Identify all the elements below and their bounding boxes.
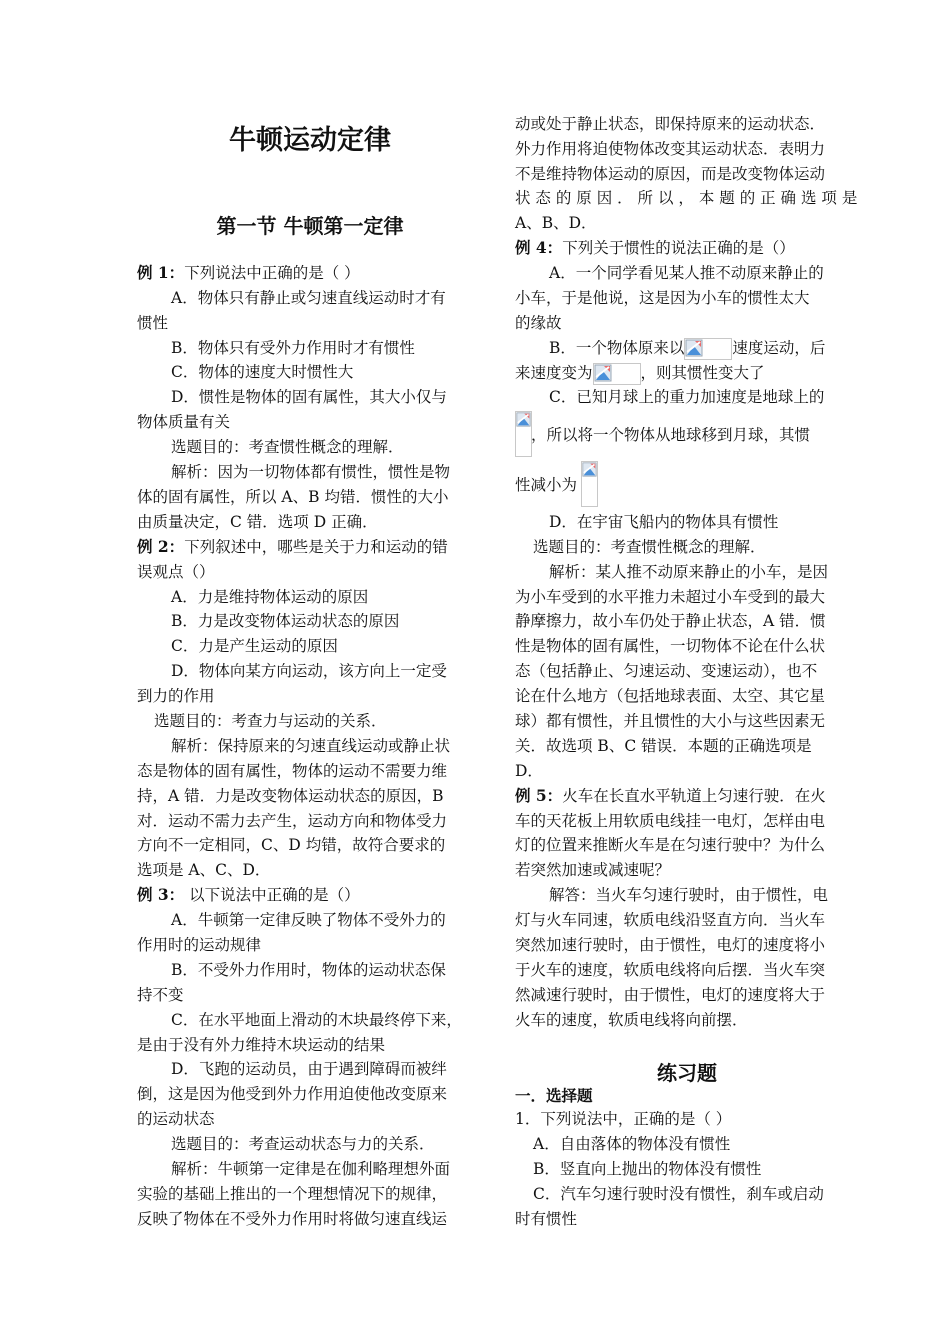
example-3-analysis-line: 外力作用将迫使物体改变其运动状态．表明力: [515, 140, 826, 158]
practice-option-c-cont: 时有惯性: [515, 1210, 578, 1228]
example-5-question-cont: 灯的位置来推断火车是在匀速行驶中？为什么: [515, 836, 826, 854]
broken-image-icon: [593, 363, 641, 385]
example-5-answer-line: 然减速行驶时，由于惯性，电灯的速度将大于: [515, 986, 826, 1004]
example-2-option-b: B．力是改变物体运动状态的原因: [171, 612, 400, 630]
practice-option-c: C．汽车匀速行驶时没有惯性，刹车或启动: [533, 1185, 824, 1203]
example-2-question: 例 2：下列叙述中，哪些是关于力和运动的错: [137, 537, 448, 556]
section-heading: 第一节 牛顿第一定律: [216, 214, 404, 238]
example-2-analysis: 解析：保持原来的匀速直线运动或静止状: [171, 737, 451, 755]
example-2-analysis-line: 方向不一定相同，C、D 均错，故符合要求的: [137, 836, 446, 854]
example-3-analysis-line: 动或处于静止状态，即保持原来的运动状态．: [515, 115, 826, 133]
example-5-question-cont: 若突然加速或减速呢？: [515, 861, 671, 879]
example-5-label: 例 5：: [515, 786, 563, 805]
practice-heading: 练习题: [657, 1061, 717, 1085]
practice-option-a: A．自由落体的物体没有惯性: [533, 1135, 731, 1153]
example-2-question-cont: 误观点（）: [137, 563, 215, 581]
example-1-option-b: B．物体只有受外力作用时才有惯性: [171, 339, 415, 357]
document-title: 牛顿运动定律: [229, 125, 391, 156]
example-3-option-d-cont: 的运动状态: [137, 1110, 215, 1128]
example-5-answer-line: 于火车的速度，软质电线将向后摆．当火车突: [515, 961, 826, 979]
example-1-question: 例 1：下列说法中正确的是（ ）: [137, 263, 360, 282]
example-2-option-a: A．力是维持物体运动的原因: [171, 588, 369, 606]
example-3-option-d-cont: 倒，这是因为他受到外力作用迫使他改变原来: [137, 1085, 448, 1103]
practice-option-b: B．竖直向上抛出的物体没有惯性: [533, 1160, 762, 1178]
example-3-option-b: B．不受外力作用时，物体的运动状态保: [171, 961, 446, 979]
example-3-analysis: 解析：牛顿第一定律是在伽利略理想外面: [171, 1160, 451, 1178]
example-4-option-c-cont: 性减小为: [515, 476, 578, 494]
example-1-option-d: D．惯性是物体的固有属性，其大小仅与: [171, 388, 447, 406]
example-1-analysis-line: 由质量决定，C 错．选项 D 正确．: [137, 513, 378, 531]
example-4-option-c-cont: ，所以将一个物体从地球移到月球，其惯: [531, 426, 811, 444]
example-3-analysis-line: 实验的基础上推出的一个理想情况下的规律，: [137, 1185, 448, 1203]
example-5-question-cont: 车的天花板上用软质电线挂一电灯，怎样由电: [515, 812, 826, 830]
example-2-option-d: D．物体向某方向运动，该方向上一定受: [171, 662, 447, 680]
example-2-option-d-cont: 到力的作用: [137, 687, 215, 705]
example-5-answer: 解答：当火车匀速行驶时，由于惯性，电: [549, 886, 829, 904]
example-2-label: 例 2：: [137, 537, 185, 556]
example-1-purpose: 选题目的：考查惯性概念的理解．: [171, 438, 404, 456]
example-5-answer-line: 灯与火车同速，软质电线沿竖直方向．当火车: [515, 911, 826, 929]
example-4-option-b: B．一个物体原来以 速度运动，后: [515, 337, 825, 360]
broken-image-icon: [515, 411, 532, 457]
broken-image-icon: [684, 338, 732, 360]
example-3-label: 例 3：: [137, 885, 185, 904]
example-2-analysis-line: 持，A 错．力是改变物体运动状态的原因，B: [137, 787, 444, 805]
example-2-purpose: 选题目的：考查力与运动的关系．: [154, 712, 387, 730]
example-1-option-c: C．物体的速度大时惯性大: [171, 363, 354, 381]
example-4-question: 例 4：下列关于惯性的说法正确的是（）: [515, 238, 795, 257]
example-1-analysis: 解析：因为一切物体都有惯性，惯性是物: [171, 463, 451, 481]
example-3-option-d: D．飞跑的运动员，由于遇到障碍而被绊: [171, 1060, 447, 1078]
example-5-question: 例 5：火车在长直水平轨道上匀速行驶．在火: [515, 786, 826, 805]
example-4-option-a-cont: 的缘故: [515, 314, 562, 332]
practice-part-heading: 一．选择题: [515, 1086, 593, 1105]
example-1-analysis-line: 体的固有属性，所以 A、B 均错．惯性的大小: [137, 488, 449, 506]
example-2-analysis-line: 选项是 A、C、D．: [137, 861, 271, 879]
example-4-analysis-line: D．: [515, 762, 543, 780]
example-5-answer-line: 火车的速度，软质电线将向前摆．: [515, 1011, 748, 1029]
example-3-question: 例 3： 以下说法中正确的是（）: [137, 885, 360, 904]
example-3-option-c: C．在水平地面上滑动的木块最终停下来，: [171, 1011, 462, 1029]
example-4-analysis: 解析：某人推不动原来静止的小车，是因: [549, 563, 829, 581]
example-4-analysis-line: 性是物体的固有属性，一切物体不论在什么状: [515, 637, 826, 655]
example-4-purpose: 选题目的：考查惯性概念的理解．: [533, 538, 766, 556]
example-4-analysis-line: 静摩擦力，故小车仍处于静止状态，A 错．惯: [515, 612, 826, 630]
example-3-option-c-cont: 是由于没有外力维持木块运动的结果: [137, 1036, 386, 1054]
example-3-option-b-cont: 持不变: [137, 986, 184, 1004]
example-3-analysis-line: A、B、D．: [515, 214, 597, 232]
example-1-option-a-cont: 惯性: [137, 314, 169, 332]
example-4-label: 例 4：: [515, 238, 563, 257]
example-4-analysis-line: 论在什么地方（包括地球表面、太空、其它星: [515, 687, 826, 705]
example-2-option-c: C．力是产生运动的原因: [171, 637, 338, 655]
example-4-option-b-cont: 来速度变为 ，则其惯性变大了: [515, 362, 765, 385]
example-2-analysis-line: 对．运动不需力去产生，运动方向和物体受力: [137, 812, 448, 830]
example-3-analysis-line: 状 态 的 原 因 ． 所 以 ， 本 题 的 正 确 选 项 是: [515, 189, 858, 207]
example-4-analysis-line: 态（包括静止、匀速运动、变速运动），也不: [515, 662, 818, 680]
example-1-option-d-cont: 物体质量有关: [137, 413, 231, 431]
example-4-option-c: C．已知月球上的重力加速度是地球上的: [549, 388, 825, 406]
example-3-purpose: 选题目的：考查运动状态与力的关系．: [171, 1135, 435, 1153]
broken-image-icon: [581, 461, 598, 507]
example-3-option-a-cont: 作用时的运动规律: [137, 936, 262, 954]
practice-question-1: 1．下列说法中，正确的是（ ）: [515, 1110, 732, 1128]
example-4-analysis-line: 球）都有惯性，并且惯性的大小与这些因素无: [515, 712, 826, 730]
example-5-answer-line: 突然加速行驶时，由于惯性，电灯的速度将小: [515, 936, 826, 954]
example-4-option-a-cont: 小车，于是他说，这是因为小车的惯性太大: [515, 289, 810, 307]
example-4-option-d: D．在宇宙飞船内的物体具有惯性: [549, 513, 779, 531]
example-1-label: 例 1：: [137, 263, 185, 282]
example-4-option-a: A．一个同学看见某人推不动原来静止的: [549, 264, 824, 282]
example-3-option-a: A．牛顿第一定律反映了物体不受外力的: [171, 911, 446, 929]
example-2-analysis-line: 态是物体的固有属性，物体的运动不需要力维: [137, 762, 448, 780]
example-4-analysis-line: 关．故选项 B、C 错误．本题的正确选项是: [515, 737, 812, 755]
example-1-option-a: A．物体只有静止或匀速直线运动时才有: [171, 289, 446, 307]
example-4-analysis-line: 为小车受到的水平推力未超过小车受到的最大: [515, 588, 826, 606]
example-3-analysis-line: 反映了物体在不受外力作用时将做匀速直线运: [137, 1210, 448, 1228]
example-3-analysis-line: 不是维持物体运动的原因，而是改变物体运动: [515, 165, 826, 183]
